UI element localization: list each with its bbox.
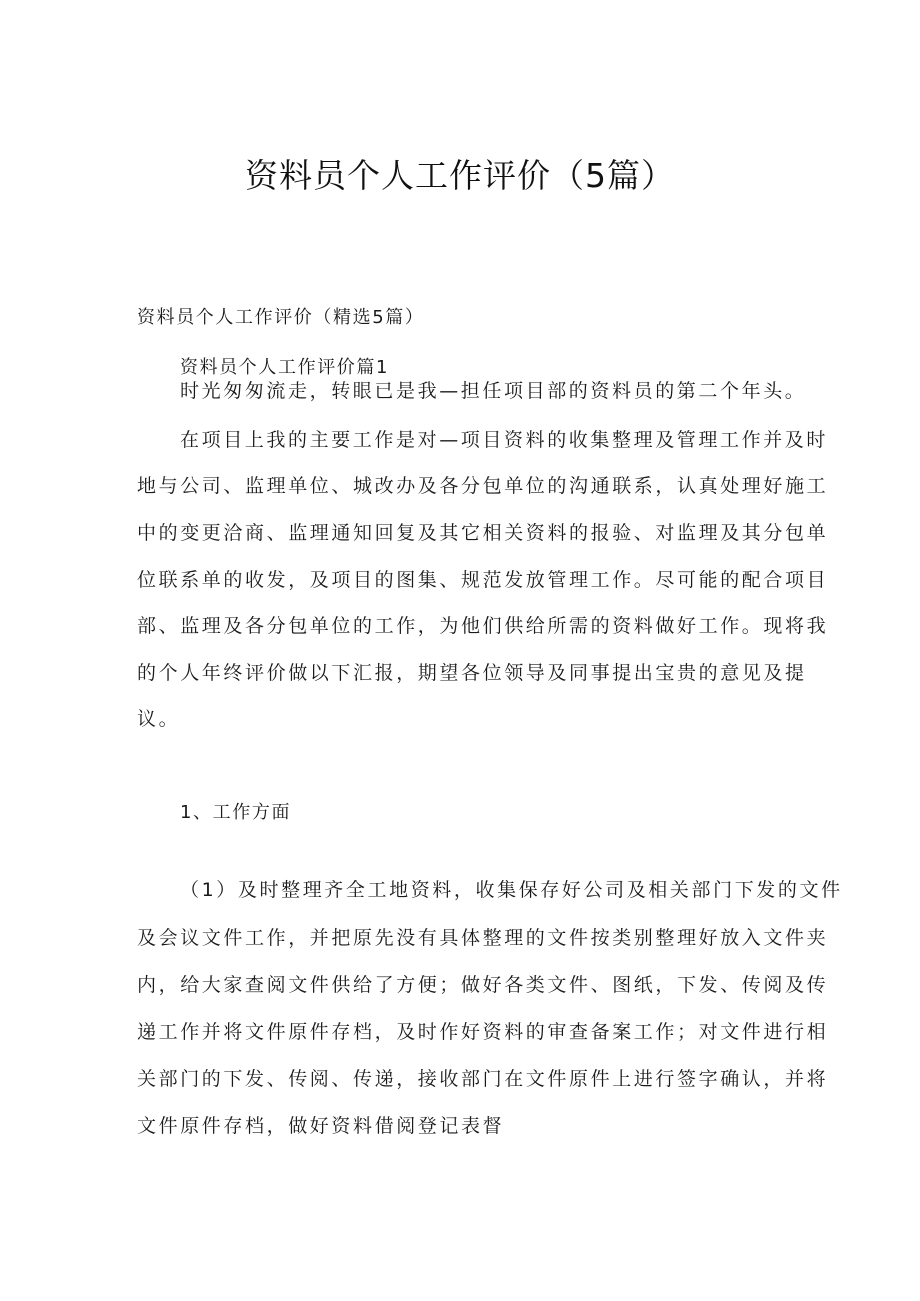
paragraph-1-line: 时光匆匆流走，转眼已是我—担任项目部的资料员的第二个年头。	[180, 380, 807, 402]
paragraph-2-line: 的个人年终评价做以下汇报，期望各位领导及同事提出宝贵的意见及提	[137, 662, 807, 684]
paragraph-3-line: 内，给大家查阅文件供给了方便；做好各类文件、图纸，下发、传阅及传	[137, 974, 829, 996]
item-heading: 1、工作方面	[180, 802, 292, 823]
paragraph-3-line: 递工作并将文件原件存档，及时作好资料的审查备案工作；对文件进行相	[137, 1021, 829, 1043]
document-subtitle: 资料员个人工作评价（精选5篇）	[137, 307, 425, 328]
paragraph-2-line: 中的变更洽商、监理通知回复及其它相关资料的报验、对监理及其分包单	[137, 522, 829, 544]
section-heading: 资料员个人工作评价篇1	[180, 357, 390, 378]
paragraph-2-line: 地与公司、监理单位、城改办及各分包单位的沟通联系，认真处理好施工	[137, 475, 829, 497]
paragraph-2-line: 部、监理及各分包单位的工作，为他们供给所需的资料做好工作。现将我	[137, 615, 829, 637]
paragraph-3-line: 及会议文件工作，并把原先没有具体整理的文件按类别整理好放入文件夹	[137, 927, 829, 949]
paragraph-3-line: （1）及时整理齐全工地资料，收集保存好公司及相关部门下发的文件	[180, 879, 843, 901]
paragraph-3-line: 文件原件存档，做好资料借阅登记表督	[137, 1115, 505, 1137]
paragraph-3-line: 关部门的下发、传阅、传递，接收部门在文件原件上进行签字确认，并将	[137, 1068, 829, 1090]
document-title: 资料员个人工作评价（5篇）	[245, 156, 675, 195]
paragraph-2-line: 议。	[137, 708, 181, 730]
paragraph-2-line: 在项目上我的主要工作是对—项目资料的收集整理及管理工作并及时	[180, 429, 829, 451]
paragraph-2-line: 位联系单的收发，及项目的图集、规范发放管理工作。尽可能的配合项目	[137, 569, 829, 591]
